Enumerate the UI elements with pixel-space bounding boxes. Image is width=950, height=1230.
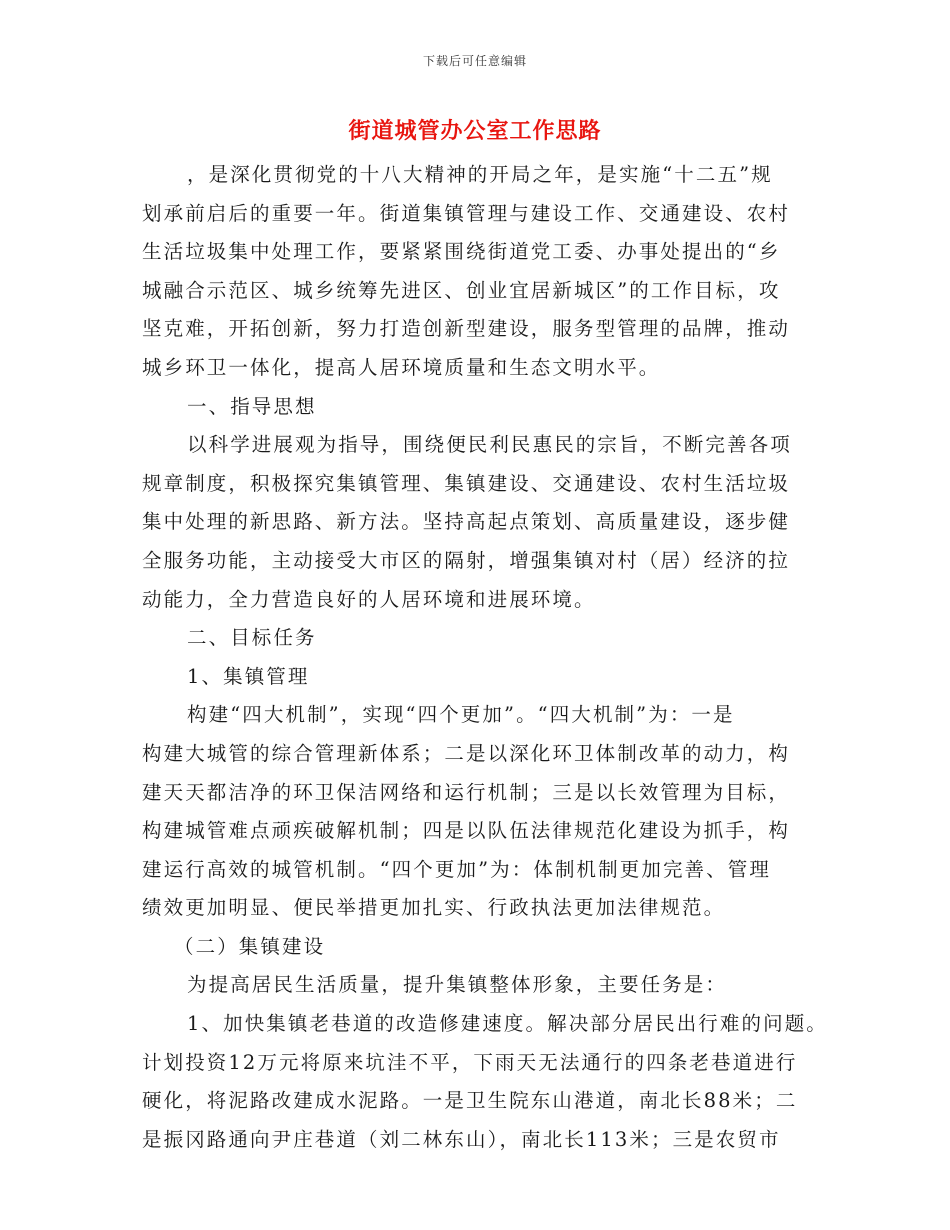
paragraph-line: 生活垃圾集中处理工作，要紧紧围绕街道党工委、办事处提出的“乡	[142, 240, 781, 264]
paragraph-line: 坚克难，开拓创新，努力打造创新型建设，服务型管理的品牌，推动	[142, 317, 791, 341]
subsection-heading: 1、集镇管理	[187, 664, 310, 688]
paragraph-line: ，是深化贯彻党的十八大精神的开局之年，是实施“十二五”规	[187, 163, 773, 186]
paragraph-line: 建运行高效的城管机制。“四个更加”为：体制机制更加完善、管理	[142, 857, 771, 881]
paragraph-line: 为提高居民生活质量，提升集镇整体形象，主要任务是：	[187, 973, 728, 997]
header-note: 下载后可任意编辑	[422, 54, 527, 68]
paragraph-line: 建天天都洁净的环卫保洁网络和运行机制；三是以长效管理为目标，	[142, 780, 791, 804]
paragraph-line: 1、加快集镇老巷道的改造修建速度。解决部分居民出行难的问题。	[187, 1012, 828, 1036]
section-heading: 二、目标任务	[187, 626, 317, 650]
paragraph-line: 动能力，全力营造良好的人居环境和进展环境。	[142, 587, 596, 611]
paragraph-line: 绩效更加明显、便民举措更加扎实、行政执法更加法律规范。	[142, 896, 726, 920]
document-body	[142, 156, 828, 1159]
section-heading: 一、指导思想	[187, 394, 317, 418]
paragraph-line: 划承前启后的重要一年。街道集镇管理与建设工作、交通建设、农村	[142, 201, 791, 225]
paragraph-line: 城乡环卫一体化，提高人居环境质量和生态文明水平。	[142, 355, 661, 379]
paragraph-line: 规章制度，积极探究集镇管理、集镇建设、交通建设、农村生活垃圾	[142, 471, 791, 495]
paragraph-line: 构建“四大机制”，实现“四个更加”。“四大机制”为：一是	[187, 703, 735, 727]
paragraph-line: 城融合示范区、城乡统筹先进区、创业宜居新城区”的工作目标，攻	[142, 278, 781, 302]
paragraph-line: 计划投资12万元将原来坑洼不平，下雨天无法通行的四条老巷道进行	[142, 1050, 798, 1074]
paragraph-line: 构建城管难点顽疾破解机制；四是以队伍法律规范化建设为抓手，构	[142, 819, 791, 843]
paragraph-line: 构建大城管的综合管理新体系；二是以深化环卫体制改革的动力，构	[142, 741, 791, 765]
document-title: 街道城管办公室工作思路	[348, 118, 602, 144]
paragraph-line: 集中处理的新思路、新方法。坚持高起点策划、高质量建设，逐步健	[142, 510, 791, 534]
paragraph-line: 硬化，将泥路改建成水泥路。一是卫生院东山港道，南北长88米；二	[142, 1089, 798, 1113]
paragraph-line: 是振冈路通向尹庄巷道（刘二林东山），南北长113米；三是农贸市	[142, 1127, 781, 1151]
subsection-heading: （二）集镇建设	[174, 934, 326, 958]
paragraph-line: 以科学进展观为指导，围绕便民利民惠民的宗旨，不断完善各项	[187, 433, 792, 457]
paragraph-line: 全服务功能，主动接受大市区的隔射，增强集镇对村（居）经济的拉	[142, 548, 791, 572]
